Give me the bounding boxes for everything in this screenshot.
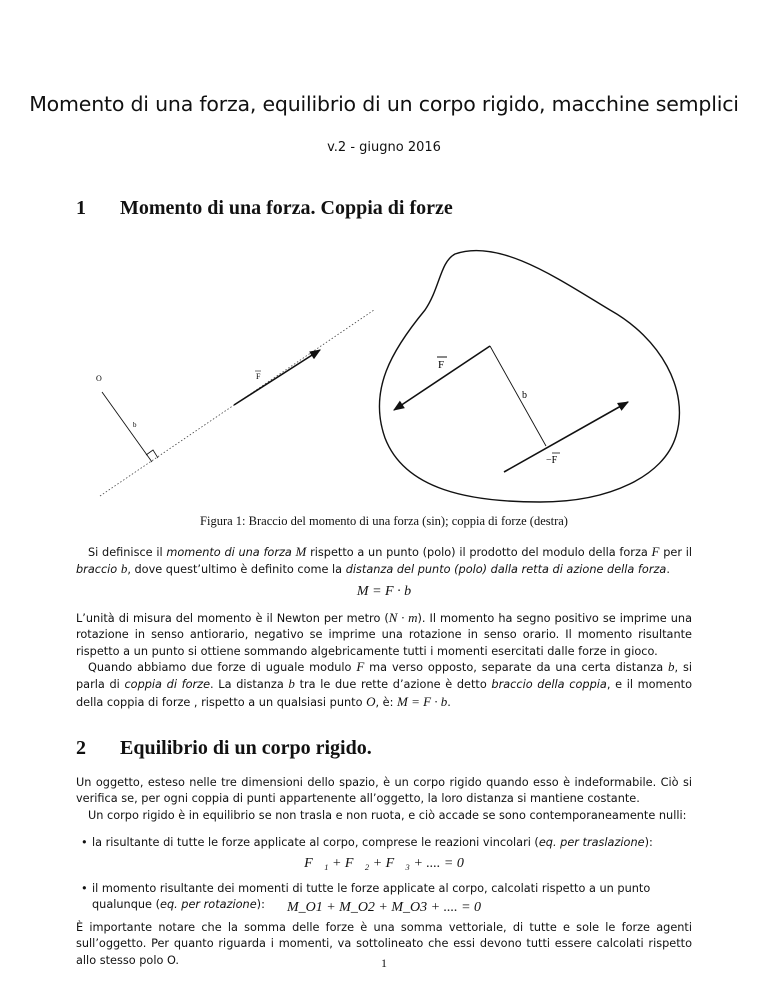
term-braccio: braccio bbox=[76, 563, 121, 577]
unit-nm: N · m bbox=[388, 610, 418, 625]
text: Si definisce il bbox=[88, 546, 167, 559]
inline-equation: M = F · b bbox=[397, 693, 448, 709]
term-eq-rotazione: eq. per rotazione bbox=[160, 898, 257, 912]
text: ): bbox=[644, 836, 653, 849]
label-neg-force-right: −F bbox=[546, 455, 558, 466]
equation-moment bbox=[0, 584, 768, 600]
page-number: 1 bbox=[381, 956, 387, 970]
symbol-b: b bbox=[288, 676, 295, 692]
text: . bbox=[447, 695, 451, 709]
text: rispetto a un punto (polo) il prodotto del modulo della forza bbox=[306, 546, 652, 559]
bullet-icon: • bbox=[81, 836, 88, 849]
section-number: 2 bbox=[76, 737, 86, 759]
label-force-f-right: F bbox=[438, 359, 445, 371]
text: il momento risultante dei momenti di tutte le forze applicate al corpo, calcolati rispetto a un punto qualunque ( bbox=[92, 882, 651, 912]
text: ): bbox=[256, 898, 265, 912]
text: , dove quest’ultimo è definito come la bbox=[127, 563, 346, 577]
term-eq-traslazione: eq. per traslazione bbox=[538, 836, 645, 849]
text: , si parla di bbox=[76, 661, 692, 692]
text: per il bbox=[659, 546, 692, 559]
paragraph-equilibrium bbox=[76, 808, 692, 824]
section-title: Equilibrio di un corpo rigido. bbox=[120, 737, 372, 759]
text: Un corpo rigido è in equilibrio se non trasla e non ruota, e ciò accade se sono contemporaneamente nulli: bbox=[88, 809, 687, 822]
section-1-heading bbox=[76, 197, 453, 220]
text: , e il momento della coppia di forze , rispetto a un qualsiasi punto bbox=[76, 678, 693, 709]
text: È importante notare che la somma delle forze è una somma vettoriale, di tutte e sole le forze agenti sull’oggetto. Per quanto riguarda i momenti, va sottolineato che essi devono tutti essere calcolati rispetto allo stesso polo O. bbox=[76, 921, 692, 967]
paragraph-rigid-body bbox=[76, 775, 692, 808]
section-2-heading bbox=[76, 737, 372, 760]
force-vector-f-top bbox=[394, 346, 490, 410]
term-moment: momento di una forza bbox=[166, 546, 296, 559]
section-title: Momento di una forza. Coppia di forze bbox=[120, 197, 453, 219]
text: L’unità di misura del momento è il Newton per metro ( bbox=[76, 612, 389, 625]
text: ). Il momento ha segno positivo se imprime una rotazione in senso antiorario, negativo se imprime una rotazione in senso orario. Il momento risultante rispetto a un punto si ottiene sommando algebricamente tutti i momenti esercitati dalle forze in gioco. bbox=[76, 612, 692, 658]
force-vector-f bbox=[234, 350, 320, 405]
symbol-b: b bbox=[668, 659, 675, 674]
text: , è: bbox=[375, 695, 397, 709]
paragraph-couple bbox=[76, 659, 692, 711]
term-braccio-coppia: braccio della coppia bbox=[491, 678, 607, 692]
label-arm-b-small: b bbox=[133, 421, 137, 429]
equation-forces bbox=[0, 856, 768, 872]
bullet-icon: • bbox=[81, 882, 88, 895]
equation-text: M = F · b bbox=[356, 584, 412, 599]
equation-text: F⃗₁ + F⃗₂ + F⃗₃ + .... = 0 bbox=[304, 856, 464, 871]
paragraph-moment-definition bbox=[76, 544, 692, 579]
figure-caption: Figura 1: Braccio del momento di una forza (sin); coppia di forze (destra) bbox=[200, 514, 568, 528]
symbol-f: F bbox=[651, 544, 660, 559]
equation-text: M_O1 + M_O2 + M_O3 + .... = 0 bbox=[286, 900, 482, 915]
document-title: Momento di una forza, equilibrio di un corpo rigido, macchine semplici bbox=[29, 92, 739, 116]
rigid-body-outline bbox=[379, 250, 679, 502]
text: Un oggetto, esteso nelle tre dimensioni dello spazio, è un corpo rigido quando esso è indeformabile. Ciò si verifica se, per ogni coppia di punti appartenente all’oggetto, la loro distanza si mantiene costante. bbox=[76, 776, 692, 806]
symbol-m: M bbox=[295, 544, 307, 559]
symbol-b: b bbox=[120, 561, 128, 577]
text: ma verso opposto, separate da una certa distanza bbox=[364, 661, 668, 674]
equation-moments bbox=[0, 900, 768, 916]
label-pole-o: O bbox=[96, 374, 102, 383]
list-item-translation bbox=[81, 835, 692, 851]
paragraph-unit bbox=[76, 610, 692, 660]
text: la risultante di tutte le forze applicate al corpo, comprese le reazioni vincolari ( bbox=[92, 836, 539, 849]
figure-1 bbox=[0, 240, 768, 510]
term-distance: distanza del punto (polo) dalla retta di azione della forza bbox=[345, 563, 667, 577]
label-arm-b-right: b bbox=[522, 390, 527, 401]
text: tra le due rette d’azione è detto bbox=[294, 678, 492, 692]
section-number: 1 bbox=[76, 197, 86, 219]
text: Quando abbiamo due forze di uguale modulo bbox=[88, 661, 357, 674]
symbol-f: F bbox=[356, 659, 365, 674]
term-coppia: coppia di forze bbox=[124, 678, 211, 692]
symbol-o: O bbox=[366, 693, 376, 709]
couple-arm-b bbox=[490, 346, 546, 446]
text: . La distanza bbox=[210, 678, 289, 692]
force-vector-neg-f bbox=[504, 402, 628, 472]
document-version: v.2 - giugno 2016 bbox=[327, 140, 441, 155]
label-force-f: F bbox=[256, 372, 261, 381]
text: . bbox=[666, 563, 670, 577]
lever-arm-b bbox=[102, 392, 152, 462]
